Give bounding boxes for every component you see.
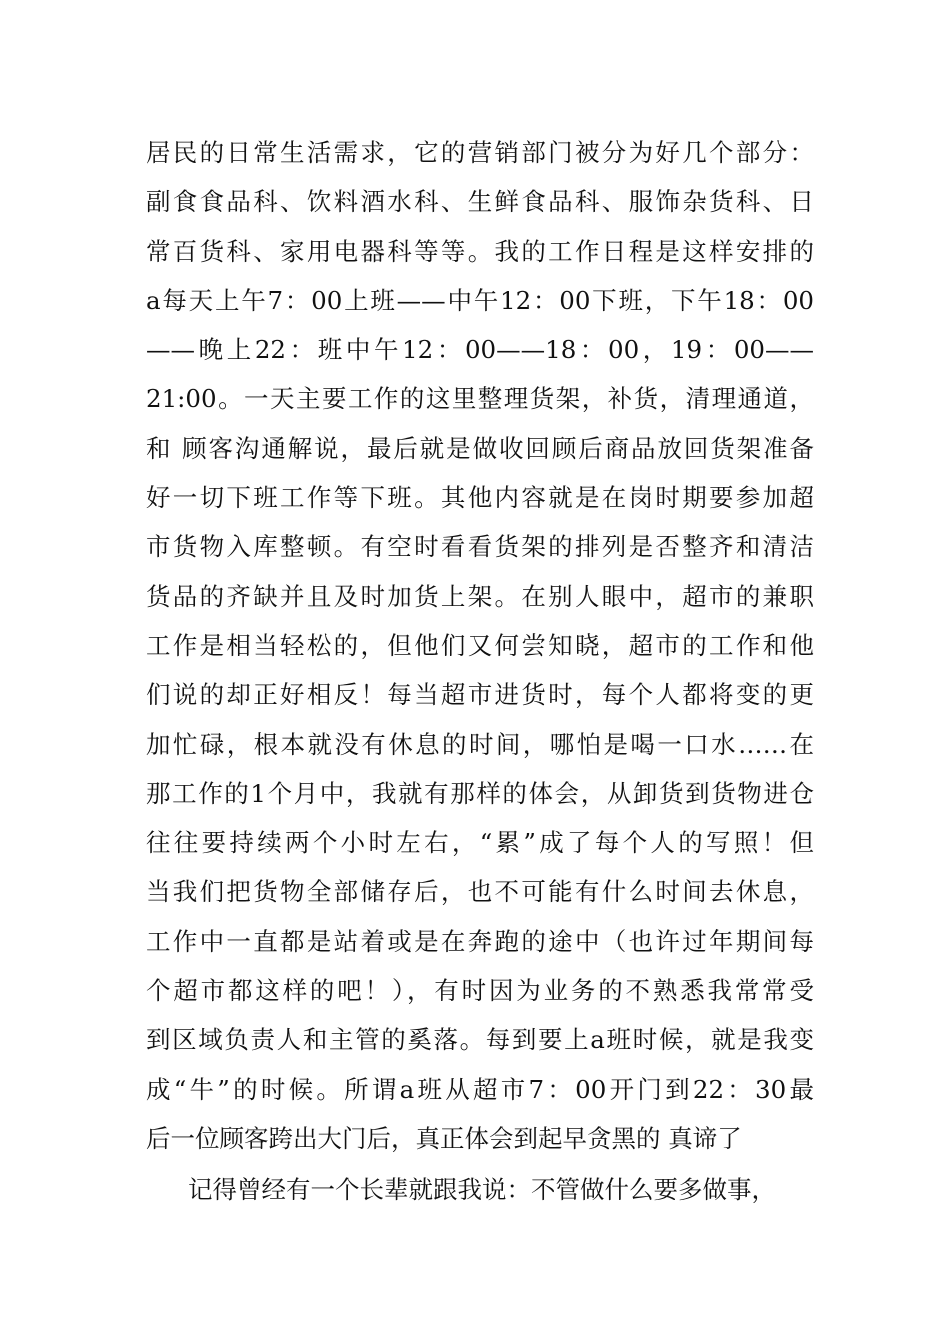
text-line: 当我们把货物全部储存后，也不可能有什么时间去休息， (146, 877, 814, 907)
text-line: 工作是相当轻松的，但他们又何尝知晓，超市的工作和他 (146, 630, 814, 660)
text-line: 货品的齐缺并且及时加货上架。在别人眼中，超市的兼职 (146, 581, 814, 611)
body-text (146, 128, 814, 1215)
text-line: 到区域负责人和主管的奚落。每到要上a班时候，就是我变 (146, 1025, 814, 1055)
text-line: 好一切下班工作等下班。其他内容就是在岗时期要参加超 (146, 483, 814, 513)
text-line: 和 顾客沟通解说，最后就是做收回顾后商品放回货架准备 (146, 433, 814, 463)
text-line: 常百货科、家用电器科等等。我的工作日程是这样安排的 (146, 236, 814, 266)
text-line: 工作中一直都是站着或是在奔跑的途中（也许过年期间每 (146, 926, 814, 956)
paragraph-2 (146, 1165, 814, 1214)
text-line: a每天上午7：00上班——中午12：00下班，下午18：00 (146, 285, 814, 315)
text-line: 市货物入库整顿。有空时看看货架的排列是否整齐和清洁 (146, 532, 814, 562)
text-line: 往往要持续两个小时左右，“累”成了每个人的写照！但 (146, 828, 814, 858)
text-line: 21:00。一天主要工作的这里整理货架，补货，清理通道， (146, 384, 814, 414)
text-line: 那工作的1个月中，我就有那样的体会，从卸货到货物进仓 (146, 778, 814, 808)
text-line: ——晚上22：班中午12：00——18：00，19：00—— (146, 335, 814, 365)
text-line: 记得曾经有一个长辈就跟我说：不管做什么要多做事， (188, 1175, 776, 1205)
text-line: 副食食品科、饮料酒水科、生鲜食品科、服饰杂货科、日 (146, 187, 814, 217)
text-line: 后一位顾客跨出大门后，真正体会到起早贪黑的 真谛了 (146, 1123, 742, 1153)
text-line: 个超市都这样的吧！），有时因为业务的不熟悉我常常受 (146, 976, 814, 1006)
text-line: 们说的却正好相反！每当超市进货时，每个人都将变的更 (146, 680, 814, 710)
text-line: 成“牛”的时候。所谓a班从超市7：00开门到22：30最 (146, 1074, 814, 1104)
text-line: 加忙碌，根本就没有休息的时间，哪怕是喝一口水……在 (146, 729, 814, 759)
paragraph-1 (146, 128, 814, 1163)
text-line: 居民的日常生活需求，它的营销部门被分为好几个部分： (146, 138, 814, 167)
